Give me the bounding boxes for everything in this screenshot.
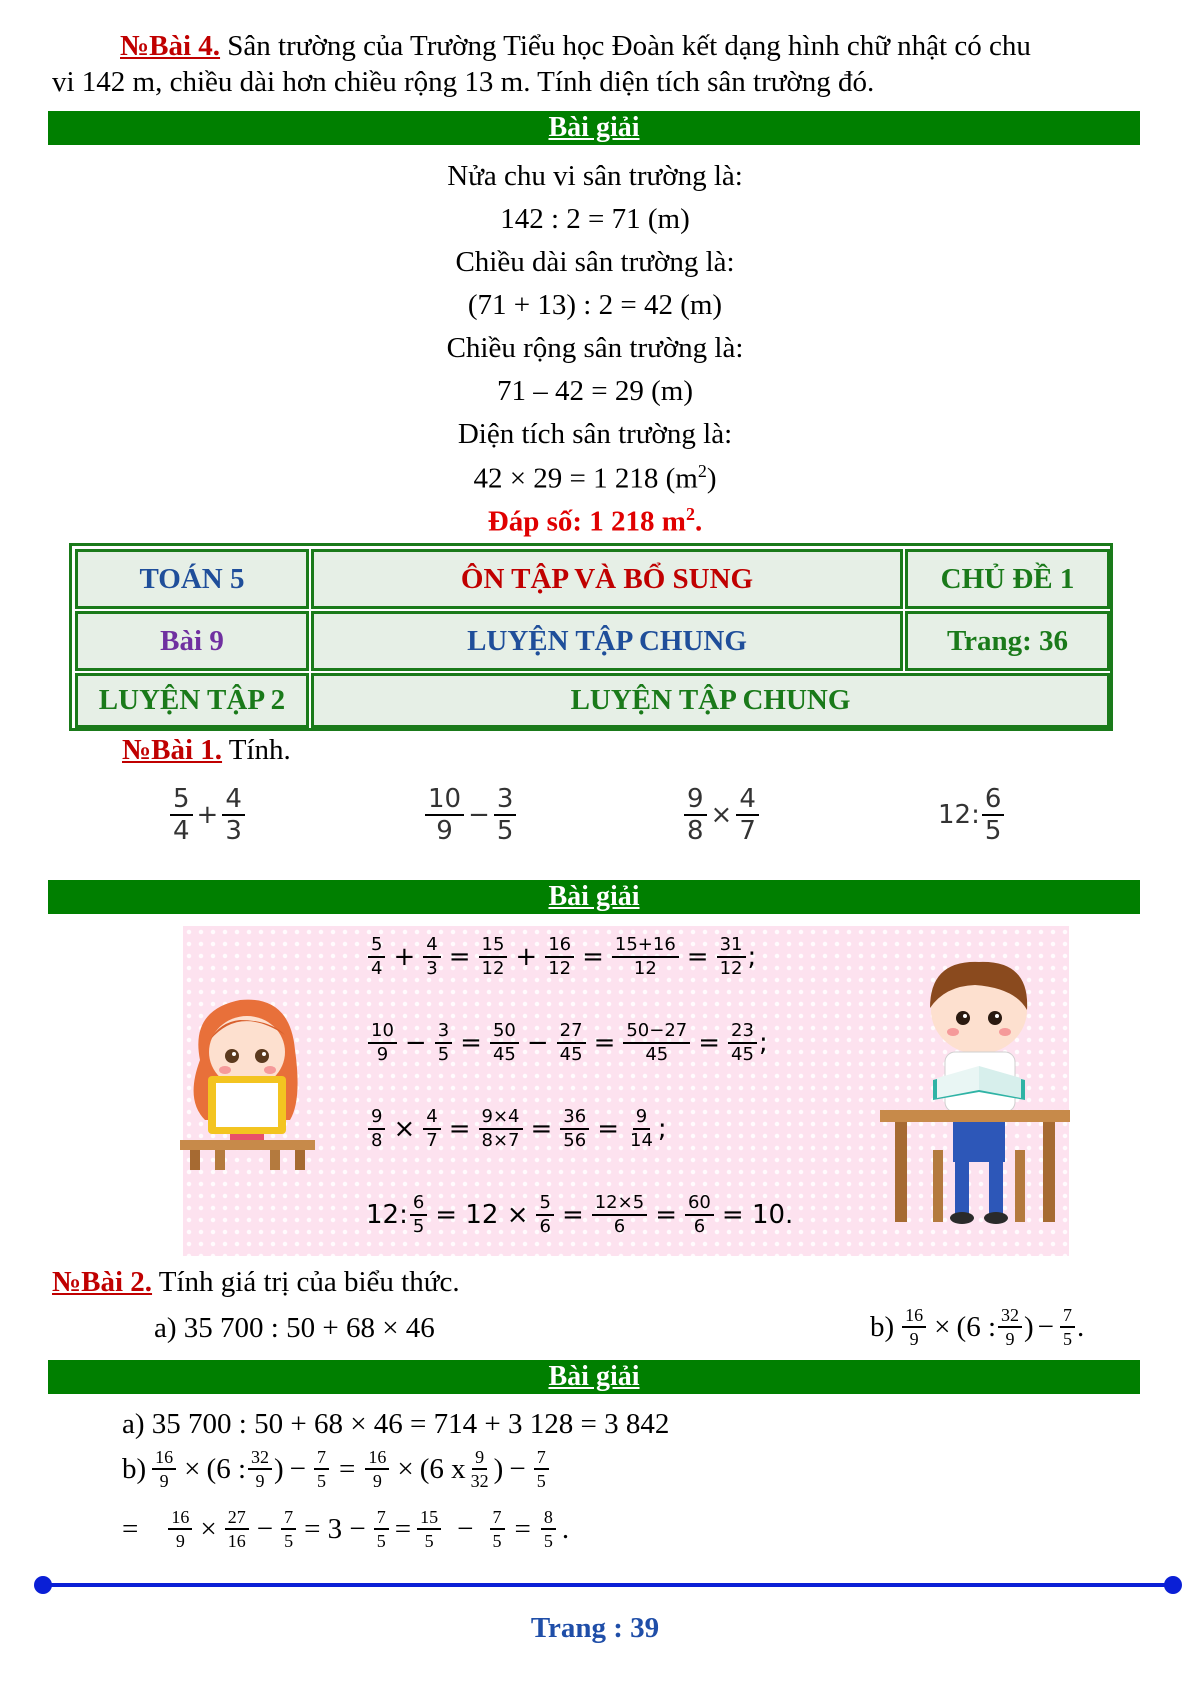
- lesson-title-cell: LUYỆN TẬP CHUNG: [311, 611, 903, 671]
- sol-line-4: 12: $\frac{6}{5}$ = 12 × $\frac{5}{6}$ = $\frac{12\times 5}{6}$ = $\frac{60}{6}$ = 10.: [366, 1192, 794, 1237]
- bai2-sol-b-line2: = $\frac{16}{9}$ × $\frac{27}{16}$ − $\frac{7}{5}$ = 3 − $\frac{7}{5}$ = $\frac{15}{5}$ − $\frac{7}{5}$ = $\frac{8}{5}$ .: [122, 1507, 570, 1551]
- bai4-step-7: Diện tích sân trường là:: [457, 418, 733, 450]
- sol-line-3: $\frac{9}{8}$ × $\frac{4}{7}$ = $\frac{9\times 4}{8\times 7}$ = $\frac{36}{56}$ = $\frac{9}{14}$ ;: [366, 1108, 667, 1150]
- bai4-step-3: Chiều dài sân trường là:: [455, 246, 735, 278]
- exercise-1: $\frac{5}{4}$ + $\frac{4}{3}$: [168, 786, 247, 844]
- bai4-area-calc: 42 × 29 = 1 218 $(m^2)$: [473, 461, 717, 495]
- bai1-problem: [122, 734, 291, 767]
- bai1-text: Tính.: [222, 734, 291, 766]
- sol-line-2: $\frac{10}{9}$ − $\frac{3}{5}$ = $\frac{50}{45}$ − $\frac{27}{45}$ = $\frac{50-27}{45}$ = $\frac{23}{45}$ ;: [366, 1022, 768, 1064]
- bai2-solution-header: Bài giải: [48, 1360, 1140, 1394]
- bai4-answer: Đáp số: 1 218 $m^2$.: [487, 504, 703, 538]
- bai4-text-2: vi 142 m, chiều dài hơn chiều rộng 13 m. Tính diện tích sân trường đó.: [52, 66, 875, 98]
- exercise-2: $\frac{10}{9}$ − $\frac{3}{5}$: [423, 786, 518, 844]
- bai2-problem: [52, 1266, 460, 1299]
- exercise-3: $\frac{9}{8}$ × $\frac{4}{7}$: [682, 786, 761, 844]
- bai4-solution-header: Bài giải: [48, 111, 1140, 145]
- subject-cell: TOÁN 5: [75, 549, 309, 609]
- sol-line-1: $\frac{5}{4}$ + $\frac{4}{3}$ = $\frac{15}{12}$ + $\frac{16}{12}$ = $\frac{15+16}{12}$ = $\frac{31}{12}$ ;: [366, 936, 756, 978]
- topic-cell: ÔN TẬP VÀ BỔ SUNG: [311, 549, 903, 609]
- lesson-cell: Bài 9: [75, 611, 309, 671]
- bai4-text-1: Sân trường của Trường Tiểu học Đoàn kết dạng hình chữ nhật có chu: [220, 30, 1031, 62]
- bai2-text: Tính giá trị của biểu thức.: [152, 1266, 460, 1298]
- bai1-label: №Bài 1.: [122, 734, 223, 766]
- bai2-label: №Bài 2.: [52, 1266, 153, 1298]
- boy-illustration: [875, 960, 1075, 1230]
- footer-rule: [42, 1583, 1170, 1587]
- girl-illustration: [180, 990, 315, 1170]
- bai4-step-4: (71 + 13) : 2 = 42 (m): [467, 289, 723, 321]
- footer-rule-left-dot: [34, 1576, 52, 1594]
- lesson-header-table: [69, 543, 1113, 731]
- bai4-step-1: Nửa chu vi sân trường là:: [447, 160, 743, 192]
- bai1-solution-header: Bài giải: [48, 880, 1140, 914]
- bai2-sol-a: a) 35 700 : 50 + 68 × 46 = 714 + 3 128 = 3 842: [122, 1408, 670, 1440]
- bai2-part-b: b) $\frac{16}{9}$ × (6 : $\frac{32}{9}$ ) − $\frac{7}{5}$ .: [870, 1305, 1085, 1349]
- bai4-label: №Bài 4.: [120, 30, 221, 62]
- bai4-step-6: 71 – 42 = 29 (m): [497, 375, 693, 407]
- bai2-sol-b-line1: b) $\frac{16}{9}$ × (6 : $\frac{32}{9}$ ) − $\frac{7}{5}$ = $\frac{16}{9}$ × (6 x $\frac{9}{32}$ ) − $\frac{7}{5}$: [122, 1448, 551, 1490]
- practice-cell: LUYỆN TẬP 2: [75, 673, 309, 728]
- bai4-problem: [52, 28, 1152, 100]
- practice-title-cell: LUYỆN TẬP CHUNG: [311, 673, 1110, 728]
- bai4-step-5: Chiều rộng sân trường là:: [446, 332, 744, 364]
- footer-rule-right-dot: [1164, 1576, 1182, 1594]
- page-number: Trang : 39: [530, 1612, 660, 1644]
- page-ref-cell: Trang: 36: [905, 611, 1110, 671]
- bai2-part-a: a) 35 700 : 50 + 68 × 46: [154, 1312, 435, 1344]
- bai4-step-2: 142 : 2 = 71 (m): [500, 203, 690, 235]
- exercise-4: 12 : $\frac{6}{5}$: [938, 786, 1006, 844]
- chapter-cell: CHỦ ĐỀ 1: [905, 549, 1110, 609]
